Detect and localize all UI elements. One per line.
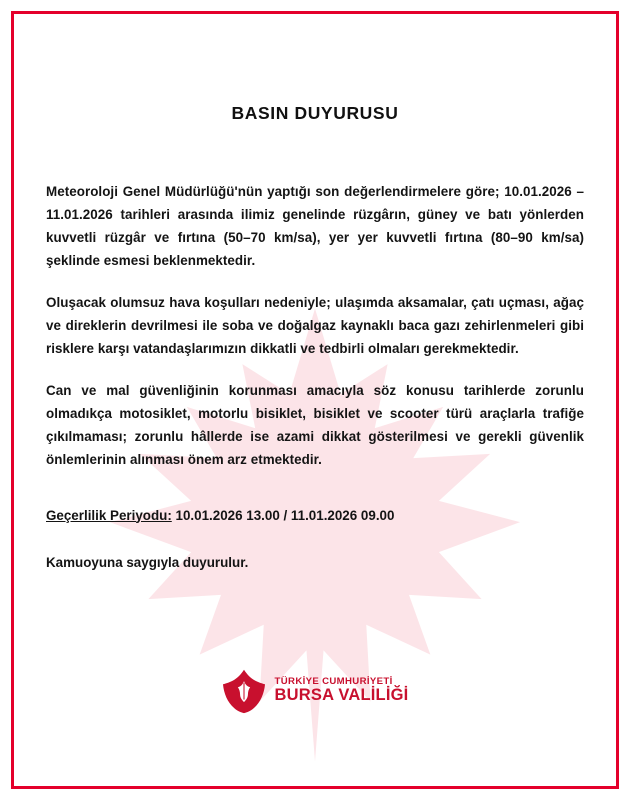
- paragraph-weather-forecast: Meteoroloji Genel Müdürlüğü'nün yaptığı son değerlendirmelere göre; 10.01.2026 – 11.01.2026 tarihleri arasında ilimiz genelinde rüzgârın, güney ve batı yönlerden kuvvetli rüzgâr ve fırtına (50–70 km/sa), yer yer kuvvetli fırtına (80–90 km/sa) şeklinde esmesi beklenmektedir.: [46, 184, 584, 269]
- footer-logo-block: [0, 668, 630, 714]
- footer-institution-label: BURSA VALİLİĞİ: [274, 686, 409, 705]
- validity-value: 10.01.2026 13.00 / 11.01.2026 09.00: [175, 507, 395, 523]
- validity-label: Geçerlilik Periyodu:: [46, 507, 172, 523]
- paragraph-traffic-advice: Can ve mal güvenliğinin korunması amacıyla söz konusu tarihlerde zorunlu olmadıkça motosiklet, motorlu bisiklet, bisiklet ve scooter türü araçlarla trafiğe çıkılmaması; zorunlu hâllerde ise azami dikkat gösterilmesi ve gerekli güvenlik önlemlerinin alınması önem arz etmektedir.: [46, 383, 584, 468]
- tulip-crest-icon: [222, 668, 266, 714]
- footer-country-label: TÜRKİYE CUMHURİYETİ: [274, 675, 393, 687]
- closing-statement: Kamuoyuna saygıyla duyurulur.: [46, 554, 249, 570]
- paragraph-risks-warning: Oluşacak olumsuz hava koşulları nedeniyle; ulaşımda aksamalar, çatı uçması, ağaç ve direklerin devrilmesi ile soba ve doğalgaz kaynaklı baca gazı zehirlenmeleri gibi risklere karşı vatandaşlarımızın dikkatli ve tedbirli olmaları gerekmektedir.: [46, 295, 584, 357]
- footer-text: [275, 677, 409, 705]
- validity-period: [46, 508, 394, 523]
- body-text: [46, 180, 584, 570]
- page-title: BASIN DUYURUSU: [231, 103, 399, 123]
